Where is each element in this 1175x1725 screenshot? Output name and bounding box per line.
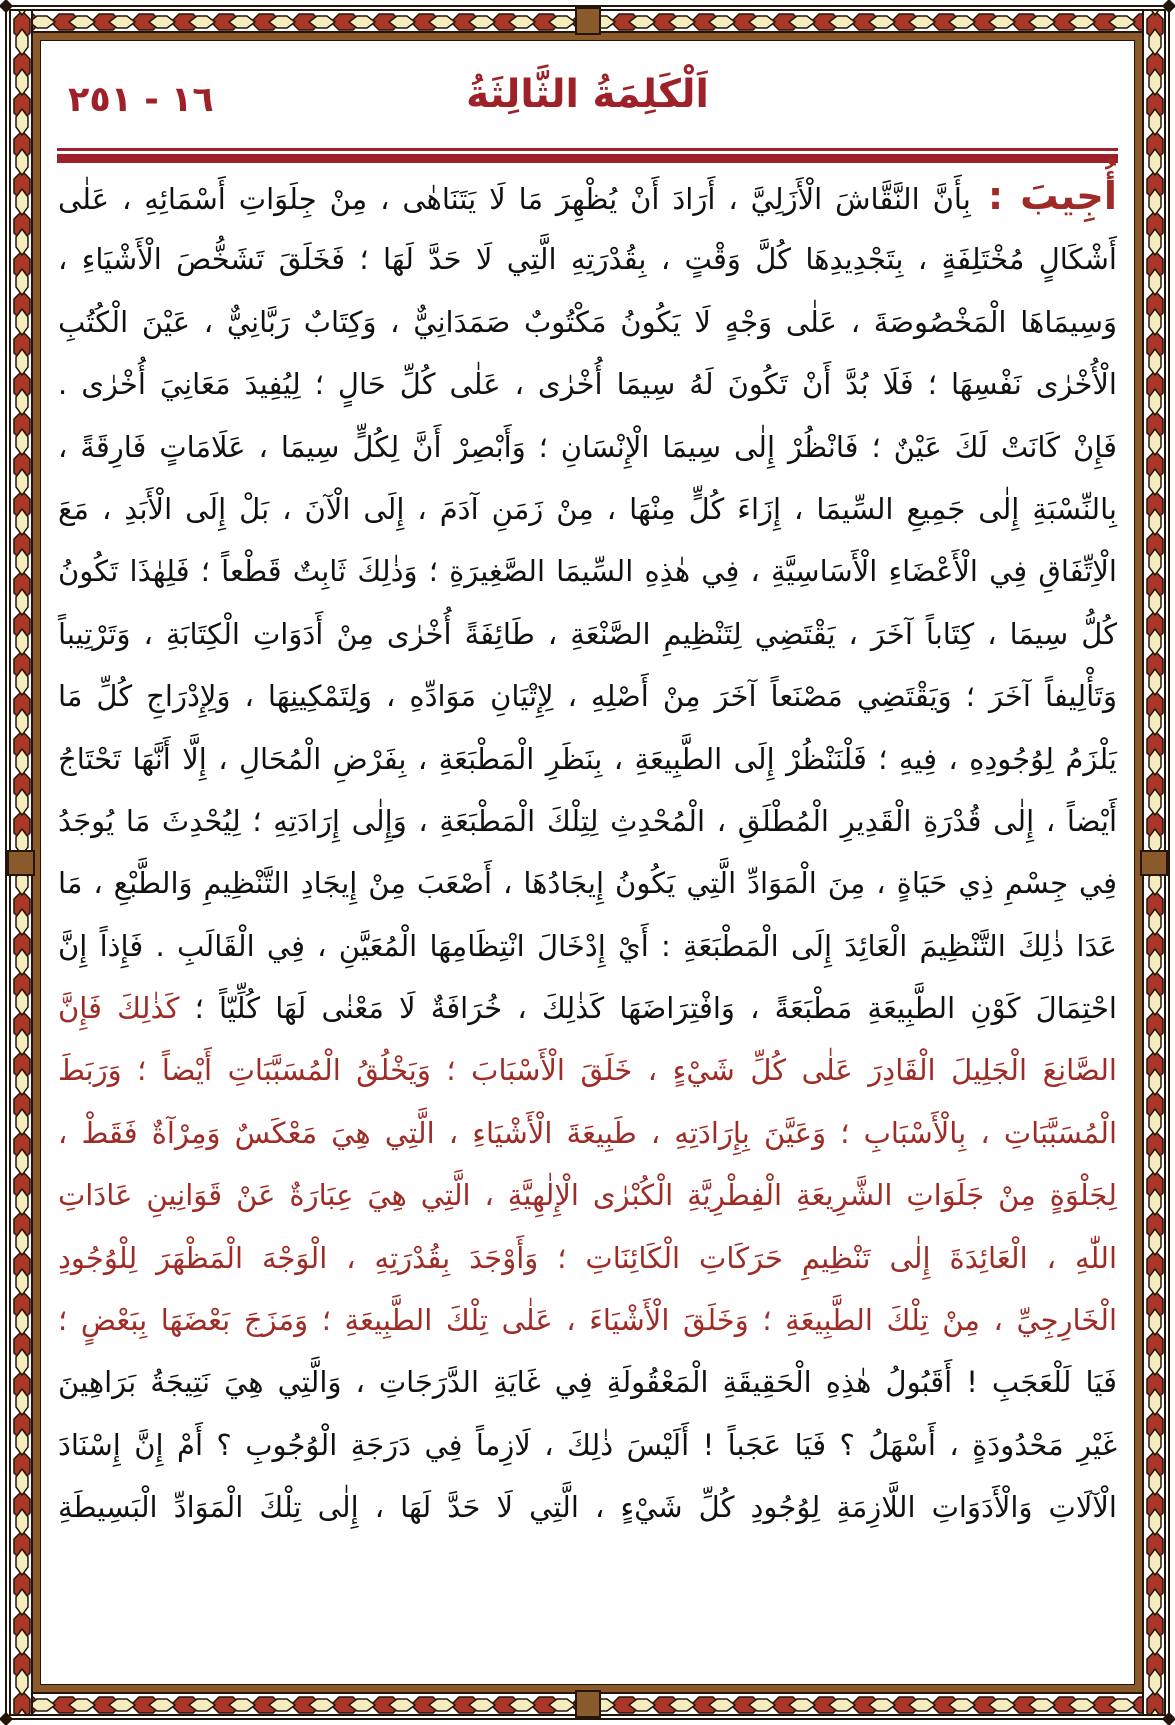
text-segment: غَيْرِ مَحْدُودَةٍ ، أَسْهَلُ ؟ فَيَا عَجَباً ! أَلَيْسَ ذٰلِكَ ، لَازِماً فِي دَرَجَةِ الْوُجُوبِ ؟ أَمْ إِنَّ إِسْنَادَ [58,1427,1117,1462]
text-segment: فَإِنْ كَانَتْ لَكَ عَيْنٌ ؛ فَانْظُرْ إِلٰى سِيمَا الْإِنْسَانِ ؛ وَأَبْصِرْ أَنَّ لِكُلٍّ سِيمَا ، عَلَامَاتٍ فَارِقَةً ، [58,429,1117,464]
red-text-segment: اللّٰهِ ، الْعَائِدَةَ إِلٰى تَنْظِيمِ حَرَكَاتِ الْكَائِنَاتِ ؛ وَأَوْجَدَ بِقُدْرَتِهِ ، الْوَجْهَ الْمَظْهَرَ لِلْوُجُودِ [58,1240,1117,1275]
red-text-segment: أُجِيبَ : [970,174,1117,219]
text-segment: كُلُّ سِيمَا ، كِتَاباً آخَرَ ، يَقْتَضِي لِتَنْظِيمِ الصَّنْعَةِ ، طَائِفَةً أُخْرٰى مِنْ أَدَوَاتِ الْكِتَابَةِ ، وَتَرْتِيباً [58,616,1117,651]
header-rule-thick [57,154,1118,163]
text-segment: احْتِمَالَ كَوْنِ الطَّبِيعَةِ مَطْبَعَةً ، وَافْتِرَاضَهَا كَذٰلِكَ ، خُرَافَةٌ لَا مَعْنٰى لَهَا كُلِّيّاً ؛ [179,991,1117,1026]
text-segment: أَشْكَالٍ مُخْتَلِفَةٍ ، بِتَجْدِيدِهَا كُلَّ وَقْتٍ ، بِقُدْرَتِهِ الَّتِي لَا حَدَّ لَهَا ؛ فَخَلَقَ تَشَخُّصَ الْأَشْيَاءِ ، [58,242,1117,277]
red-text-segment: الْخَارِجِيِّ ، مِنْ تِلْكَ الطَّبِيعَةِ ؛ وَخَلَقَ الْأَشْيَاءَ ، عَلٰى تِلْكَ الطَّبِيعَةِ ؛ وَمَزَجَ بَعْضَهَا بِبَعْضٍ ؛ [58,1303,1117,1338]
text-segment: أَيْضاً ، إِلٰى قُدْرَةِ الْقَدِيرِ الْمُطْلَقِ ، الْمُحْدِثِ لِتِلْكَ الْمَطْبَعَةِ ، وَإِلٰى إِرَادَتِهِ ؛ لِيُحْدِثَ مَا يُوجَدُ [58,803,1117,838]
red-text-segment: الْمُسَبَّبَاتِ ، بِالْأَسْبَابِ ؛ وَعَيَّنَ بِإِرَادَتِهِ ، طَبِيعَةَ الْأَشْيَاءِ ، الَّتِي هِيَ مَعْكَسٌ وَمِرْآةٌ فَقَطْ ، [58,1115,1117,1150]
text-line-20 [58,1351,1117,1413]
text-segment: الْاِتِّفَاقِ فِي الْأَعْضَاءِ الْأَسَاسِيَّةِ ، فِي هٰذِهِ السِّيمَا الصَّغِيرَةِ ؛ وَذٰلِكَ ثَابِتٌ قَطْعاً ؛ فَلِهٰذَا تَكُونُ [58,554,1117,589]
text-line-1 [58,166,1117,228]
page-number: ١٦ - ٢٥١ [68,80,214,120]
text-line-19 [58,1289,1117,1351]
text-line-17 [58,1164,1117,1226]
text-segment: وَتَأْلِيفاً آخَرَ ؛ وَيَقْتَضِي مَصْنَعاً آخَرَ مِنْ أَصْلِهِ ، لِإِتْيَانِ مَوَادِّهِ ، وَلِتَمْكِينِهَا ، وَلِإِدْرَاجِ كُلِّ مَا [58,679,1117,714]
text-line-4 [58,353,1117,415]
text-segment: فَيَا لَلْعَجَبِ ! أَقَبُولُ هٰذِهِ الْحَقِيقَةِ الْمَعْقُولَةِ فِي غَايَةِ الدَّرَجَاتِ ، وَالَّتِي هِيَ نَتِيجَةُ بَرَاهِينَ [58,1365,1117,1400]
text-segment: الْأُخْرٰى نَفْسِهَا ؛ فَلَا بُدَّ أَنْ تَكُونَ لَهُ سِيمَا أُخْرٰى ، عَلٰى كُلِّ حَالٍ ؛ لِيُفِيدَ مَعَانِيَ أُخْرٰى . [58,367,1117,402]
text-segment: بِأَنَّ النَّقَّاشَ الْأَزَلِيَّ ، أَرَادَ أَنْ يُظْهِرَ مَا لَا يَتَنَاهٰى ، مِنْ جِلَوَاتِ أَسْمَائِهِ ، عَلٰى [58,182,971,216]
header-rule-thin [57,148,1118,151]
text-segment: يَلْزَمُ لِوُجُودِهِ ، فِيهِ ؛ فَلْنَنْظُرْ إِلَى الطَّبِيعَةِ ، بِنَظَرِ الْمَطْبَعَةِ ، بِفَرْضِ الْمُحَالِ ، إِلَّا أَنَّهَا تَحْتَاجُ [58,741,1117,776]
text-segment: بِالنِّسْبَةِ إِلٰى جَمِيعِ السِّيمَا ، إِزَاءَ كُلٍّ مِنْهَا ، مِنْ زَمَنِ آدَمَ ، إِلَى الْآنَ ، بَلْ إِلَى الْأَبَدِ ، مَعَ [58,491,1117,526]
text-line-3 [58,291,1117,353]
border-center-tab [575,7,601,35]
text-line-10 [58,728,1117,790]
border-center-tab [575,1690,601,1718]
red-text-segment: لِجَلْوَةٍ مِنْ جَلَوَاتِ الشَّرِيعَةِ الْفِطْرِيَّةِ الْكُبْرٰى الْإِلٰهِيَّةِ ، الَّتِي هِيَ عِبَارَةٌ عَنْ قَوَانِينِ عَادَاتِ [58,1178,1117,1213]
text-line-2 [58,228,1117,290]
red-text-segment: كَذٰلِكَ فَإِنَّ [58,991,180,1026]
text-segment: فِي جِسْمِ ذِي حَيَاةٍ ، مِنَ الْمَوَادِّ الَّتِي يَكُونُ إِيجَادُهَا ، أَصْعَبَ مِنْ إِيجَادِ التَّنْظِيمِ وَالطَّبْعِ ، مَا [58,866,1117,901]
text-segment: وَسِيمَاهَا الْمَخْصُوصَةَ ، عَلٰى وَجْهٍ لَا يَكُونُ مَكْتُوبٌ صَمَدَانِيٌّ ، وَكِتَابٌ رَبَّانِيٌّ ، عَيْنَ الْكُتُبِ [58,304,1117,339]
text-line-5 [58,416,1117,478]
red-text-segment: الصَّانِعَ الْجَلِيلَ الْقَادِرَ عَلٰى كُلِّ شَيْءٍ ، خَلَقَ الْأَسْبَابَ ؛ وَيَخْلُقُ الْمُسَبَّبَاتِ أَيْضاً ؛ وَرَبَطَ [58,1053,1117,1088]
text-line-9 [58,665,1117,727]
border-center-tab [7,850,35,876]
text-line-6 [58,478,1117,540]
text-line-8 [58,603,1117,665]
text-line-13 [58,915,1117,977]
text-line-21 [58,1414,1117,1476]
body-text [58,166,1117,1539]
border-center-tab [1140,850,1168,876]
text-line-18 [58,1227,1117,1289]
text-line-11 [58,790,1117,852]
page-title: اَلْكَلِمَةُ الثَّالِثَةُ [466,72,709,117]
text-line-7 [58,540,1117,602]
text-line-22 [58,1476,1117,1538]
text-segment: الْآلَاتِ وَالْأَدَوَاتِ اللَّازِمَةِ لِوُجُودِ كُلِّ شَيْءٍ ، الَّتِي لَا حَدَّ لَهَا ، إِلٰى تِلْكَ الْمَوَادِّ الْبَسِيطَةِ [58,1490,1117,1525]
text-line-12 [58,852,1117,914]
text-line-14 [58,977,1117,1039]
text-line-15 [58,1039,1117,1101]
text-segment: عَدَا ذٰلِكَ التَّنْظِيمَ الْعَائِدَ إِلَى الْمَطْبَعَةِ : أَيْ إِدْخَالَ انْتِظَامِهَا الْمُعَيَّنِ ، فِي الْقَالَبِ . فَإِذاً إِنَّ [58,928,1117,963]
text-line-16 [58,1102,1117,1164]
